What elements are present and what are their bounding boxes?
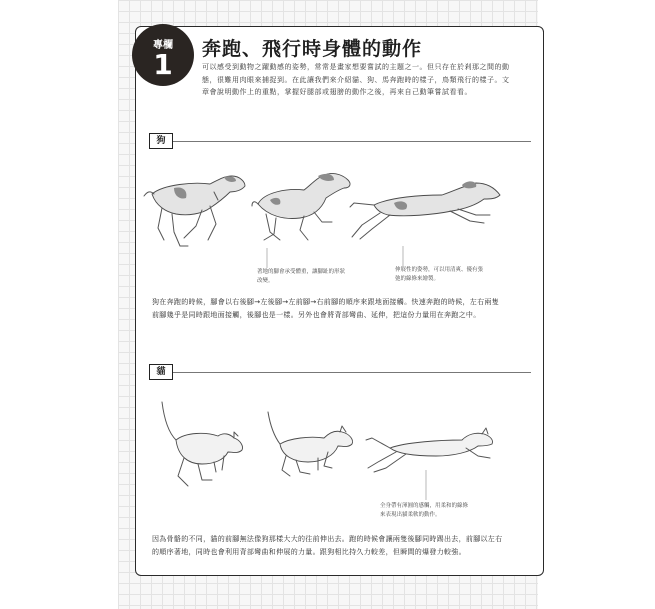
column-number: 1 (153, 48, 173, 81)
cat-body-text: 因為骨骼的不同，貓的前腳無法像狗那樣大大的往前伸出去。跑的時候會讓兩隻後腳同時踢出去，前腳以左右的順序著地，同時也會利用背部彎曲和伸展的力量。跟狗相比持久力較差，但瞬間的爆發力較強。 (152, 535, 503, 556)
column-badge (132, 24, 194, 86)
cat-note: 全身帶有渾圓的感觸，用柔和的線條來表現出貓柔軟的動作。 (380, 503, 469, 518)
column-label: 專欄 (153, 40, 173, 51)
dog-section-divider (173, 141, 531, 142)
dog-note-left: 著地的腳會承受體重，讓腳趾的形狀改變。 (257, 269, 346, 284)
cat-section-divider (173, 372, 531, 373)
dog-sketch-3 (350, 175, 504, 245)
cat-section-tag: 貓 (149, 364, 173, 380)
dog-section-tag: 狗 (149, 133, 173, 149)
dog-sketch-1 (144, 170, 249, 252)
intro-paragraph: 可以感受到動物之躍動感的姿勢，常常是畫家想要嘗試的主題之一。但只存在於剎那之間的動態，很難用肉眼來捕捉到。在此讓我們來介紹貓、狗、馬奔跑時的樣子，鳥類飛行的樣子。文章會說明動作上的重點，掌握好腿部或翅膀的動作之後，再來自己動筆嘗試看看。 (202, 63, 510, 96)
dog-note-right: 伸展性的姿勢，可以用清爽、優有張弛的線條來繪製。 (395, 267, 484, 282)
dog-body-text: 狗在奔跑的時候，腳會以右後腳→左後腳→左前腳→右前腳的順序來跟地面接觸。快速奔跑的時候，左右兩隻前腳幾乎是同時跟地面接觸，後腳也是一樣。另外也會將背部彎曲、延伸，把這份力量用在奔跑之中。 (152, 298, 499, 319)
cat-sketch-1 (158, 402, 246, 488)
page-title: 奔跑、飛行時身體的動作 (202, 38, 423, 60)
dog-sketch-2 (252, 170, 356, 248)
cat-leader-line (420, 468, 440, 502)
cat-sketch-2 (266, 410, 356, 480)
